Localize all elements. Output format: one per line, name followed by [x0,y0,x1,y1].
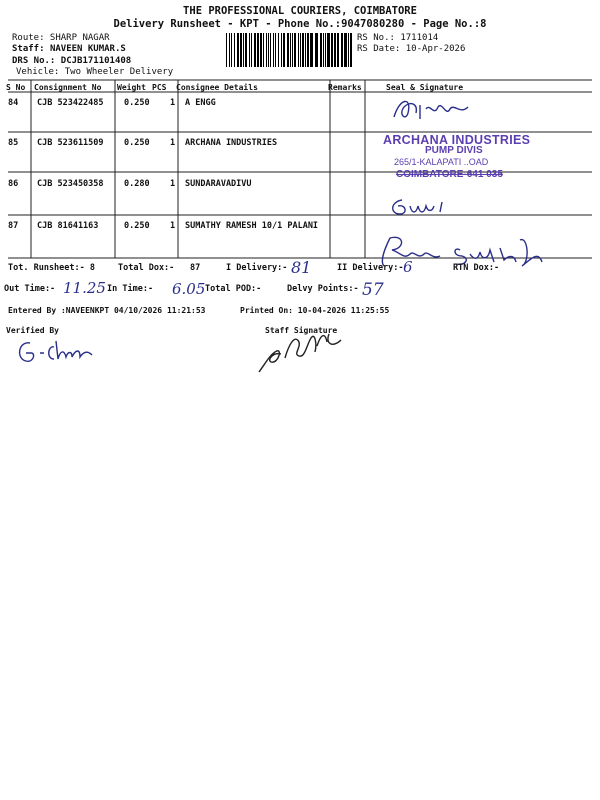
company-title: THE PROFESSIONAL COURIERS, COIMBATORE [183,5,417,17]
entered-by: Entered By :NAVEENKPT 04/10/2026 11:21:53 [8,306,206,315]
table-row-consignment: CJB 81641163 [37,221,99,231]
col-pcs: PCS [152,83,167,92]
verified-by-label: Verified By [6,326,59,335]
col-consignee: Consignee Details [176,83,258,92]
table-row-sno: 85 [8,138,19,148]
in-time-handwritten: 6.05 [172,280,206,298]
table-row-consignment: CJB 523611509 [37,138,104,148]
table-row-consignment: CJB 523422485 [37,98,104,108]
total-dox-label: Total Dox:- [118,263,175,273]
staff-signature [255,324,345,376]
staff-label: Staff: [12,44,45,54]
table-row-weight: 0.280 [124,179,150,189]
company-stamp-line1: ARCHANA INDUSTRIES [383,133,531,147]
company-stamp-line2: PUMP DIVIS [425,145,483,156]
table-row-consignee: SUMATHY RAMESH 10/1 PALANI [185,221,319,231]
table-row-sno: 86 [8,179,19,189]
delvy-points-handwritten: 57 [362,280,384,300]
delvy-points-label: Delvy Points:- [287,284,359,294]
table-row-consignment: CJB 523450358 [37,179,104,189]
table-row-weight: 0.250 [124,221,150,231]
drs-label: DRS No.: [12,56,56,66]
total-pod-label: Total POD:- [205,284,262,294]
total-dox-value: 87 [190,263,201,273]
i-delivery-handwritten: 81 [291,258,312,277]
ii-delivery-handwritten: 6 [403,258,413,276]
company-stamp-line4: COIMBATORE-641 035 [396,169,503,180]
rs-number: RS No.: 1711014 [357,33,439,43]
ii-delivery-label: II Delivery:- [337,263,404,273]
col-remarks: Remarks [328,83,362,92]
vehicle-label: Vehicle: Two Wheeler Delivery [16,67,174,77]
col-consignment-no: Consignment No [34,83,102,92]
route-label: Route: SHARP NAGAR [12,33,110,43]
table-row-pcs: 1 [170,138,176,148]
signature-row-86 [388,196,458,220]
table-row-pcs: 1 [170,98,176,108]
i-delivery-label: I Delivery:- [226,263,288,273]
drs-value: DCJB171101408 [60,56,132,66]
in-time-label: In Time:- [107,284,154,294]
table-row-weight: 0.250 [124,138,150,148]
company-stamp-line3: 265/1-KALAPATI ..OAD [394,157,489,167]
col-seal-signature: Seal & Signature [386,83,464,92]
table-row-pcs: 1 [170,179,176,189]
tot-runsheet: Tot. Runsheet:- 8 [8,263,95,273]
table-row-consignee: ARCHANA INDUSTRIES [185,138,278,148]
out-time-label: Out Time:- [4,284,56,294]
table-row-consignee: A ENGG [185,98,216,108]
verifier-signature [14,337,104,367]
printed-on: Printed On: 10-04-2026 11:25:55 [240,306,390,315]
out-time-handwritten: 11.25 [63,279,106,297]
runsheet-subtitle: Delivery Runsheet - KPT - Phone No.:9047080280 - Page No.:8 [113,18,487,30]
rtn-dox-label: RTN Dox:- [453,263,500,273]
col-weight: Weight [117,83,146,92]
table-row-pcs: 1 [170,221,176,231]
col-sno: S No [6,83,26,92]
table-row-sno: 84 [8,98,19,108]
table-row-consignee: SUNDARAVADIVU [185,179,252,189]
signature-row-84 [390,95,480,125]
staff-signature-label: Staff Signature [265,326,338,335]
table-row-weight: 0.250 [124,98,150,108]
rs-date: RS Date: 10-Apr-2026 [357,44,466,54]
staff-value: NAVEEN KUMAR.S [49,44,126,54]
table-row-sno: 87 [8,221,19,231]
